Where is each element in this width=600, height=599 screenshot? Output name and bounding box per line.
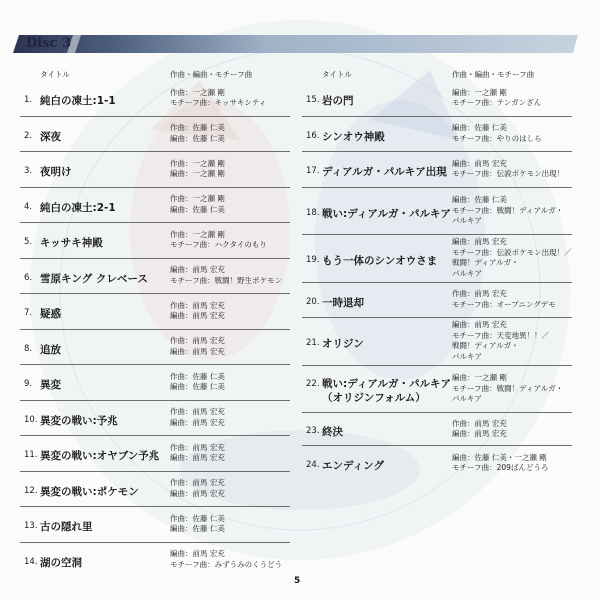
track-credits — [452, 373, 563, 405]
credit-line: 編曲：前馬 宏充 — [452, 429, 507, 438]
credit-line: 作曲：前馬 宏充 — [170, 442, 225, 452]
track-credits — [452, 320, 549, 362]
credit-line: モチーフ曲：テンガンざん — [452, 98, 542, 108]
column-header — [302, 67, 572, 81]
track-number: 18. — [306, 207, 320, 218]
track-row — [20, 543, 290, 578]
track-title-line: 古の隠れ里 — [40, 521, 93, 534]
track-row — [302, 413, 572, 446]
track-title — [40, 519, 93, 534]
track-title — [322, 336, 364, 351]
credit-line: 作曲：佐藤 仁美 — [170, 123, 225, 133]
header-title: タイトル — [40, 70, 70, 79]
track-credits — [170, 372, 225, 393]
track-credits — [170, 265, 282, 286]
track-number: 2. — [24, 130, 33, 141]
track-credits — [452, 195, 563, 227]
track-credits — [170, 123, 225, 144]
track-title — [40, 235, 103, 250]
track-title-line: 岩の門 — [322, 95, 354, 108]
page-number: 5 — [294, 576, 301, 586]
header-credit: 作曲・編曲・モチーフ曲 — [170, 70, 253, 79]
credit-line: 編曲：一之瀬 剛 — [452, 373, 507, 382]
credit-line: モチーフ曲：戦闘！ディアルガ・ — [452, 205, 564, 215]
track-credits — [170, 230, 267, 251]
track-row — [302, 188, 572, 236]
track-row — [302, 117, 572, 153]
track-row — [20, 259, 290, 295]
track-credits — [170, 301, 225, 322]
track-title-line: 純白の凍土:2-1 — [40, 201, 116, 214]
track-row — [302, 366, 572, 414]
credit-line: 編曲：前馬 宏充 — [170, 311, 225, 321]
track-number: 12. — [24, 485, 38, 496]
track-title — [322, 377, 451, 405]
track-row — [20, 401, 290, 437]
track-credits — [452, 419, 507, 440]
credit-line: モチーフ曲：209ばんどうろ — [452, 463, 549, 473]
credit-line: 編曲：佐藤 仁美 — [452, 195, 507, 204]
credit-line: 作曲：前馬 宏充 — [170, 300, 225, 310]
credit-line: モチーフ曲：伝説ポケモン出現！ — [452, 169, 565, 179]
credit-line: 編曲：前馬 宏充 — [452, 158, 507, 168]
track-title — [322, 458, 384, 473]
track-title — [40, 555, 82, 570]
track-title-line: 湖の空洞 — [40, 556, 82, 569]
disc-banner — [13, 35, 578, 53]
track-number: 1. — [24, 95, 33, 106]
track-row — [20, 188, 290, 224]
track-title-line: （オリジンフォルム） — [322, 391, 426, 404]
track-row — [302, 81, 572, 117]
credit-line: モチーフ曲：戦闘！野生ポケモン — [170, 275, 283, 285]
track-row — [20, 81, 290, 117]
track-title — [40, 271, 148, 286]
track-number: 7. — [24, 308, 33, 319]
track-title — [40, 93, 116, 108]
track-title-line: 雪原キング クレベース — [40, 272, 148, 285]
track-title-line: 異変の戦い:ポケモン — [40, 485, 139, 498]
track-credits — [170, 159, 225, 180]
credit-line: モチーフ曲：戦闘！ディアルガ・ — [452, 383, 564, 393]
track-number: 20. — [306, 296, 320, 307]
track-credits — [452, 88, 541, 109]
track-title — [40, 484, 139, 499]
track-title — [322, 424, 343, 439]
credit-line: 編曲：佐藤 仁美 — [170, 204, 225, 214]
track-credits — [170, 407, 225, 428]
credit-line: 編曲：一之瀬 剛 — [170, 169, 225, 179]
credit-line: 作曲：前馬 宏充 — [170, 478, 225, 488]
credit-line: 編曲：前馬 宏充 — [170, 488, 225, 498]
track-title-line: 異変 — [40, 379, 61, 392]
credit-line: 編曲：前馬 宏充 — [170, 265, 225, 275]
track-credits — [170, 336, 225, 357]
track-number: 10. — [24, 414, 38, 425]
track-credits — [170, 478, 225, 499]
credit-line: 作曲：佐藤 仁美 — [170, 513, 225, 523]
track-title — [322, 206, 451, 221]
track-row — [20, 152, 290, 188]
credit-line: パルキア — [452, 216, 482, 225]
track-list-left — [20, 67, 290, 577]
credit-line: モチーフ曲：オープニングデモ — [452, 299, 556, 309]
track-row — [302, 446, 572, 481]
track-number: 9. — [24, 379, 33, 390]
track-credits — [170, 443, 225, 464]
credit-line: モチーフ曲：やりのはしら — [452, 133, 542, 143]
track-title-line: 異変の戦い:予兆 — [40, 414, 118, 427]
credit-line: 編曲：前馬 宏充 — [170, 549, 225, 559]
track-credits — [170, 88, 266, 109]
credit-line: モチーフ曲：みずうみのくうどう — [170, 559, 283, 569]
credit-line: パルキア — [452, 351, 482, 361]
track-title-line: 疑惑 — [40, 308, 61, 321]
credit-line: 編曲：佐藤 仁美 — [170, 382, 225, 392]
credit-line: 戦闘！ディアルガ・ — [452, 341, 519, 351]
track-number: 22. — [306, 378, 320, 389]
track-title — [322, 295, 364, 310]
track-title — [40, 129, 61, 144]
credit-line: 編曲：一之瀬 剛 — [452, 87, 507, 97]
track-title-line: 純白の凍土:1-1 — [40, 95, 116, 108]
track-number: 23. — [306, 426, 320, 436]
track-row — [302, 283, 572, 319]
track-title — [322, 93, 354, 108]
credit-line: 作曲：前馬 宏充 — [170, 336, 225, 346]
credit-line: モチーフ曲：天変地異！！／ — [452, 330, 550, 340]
track-list-right — [302, 67, 572, 481]
credit-line: モチーフ曲：伝説ポケモン出現！／ — [452, 247, 572, 257]
track-title-line: オリジン — [322, 338, 364, 351]
track-credits — [452, 123, 542, 144]
credit-line: 作曲：佐藤 仁美 — [170, 371, 225, 381]
track-title — [40, 377, 61, 392]
track-title — [322, 129, 385, 144]
credit-line: モチーフ曲：キッサキシティ — [170, 98, 267, 108]
track-title — [40, 413, 118, 428]
track-title-line: 追放 — [40, 343, 61, 356]
track-credits — [452, 453, 548, 474]
track-row — [302, 152, 572, 188]
track-credits — [170, 549, 282, 570]
track-title — [40, 448, 159, 463]
track-credits — [452, 289, 556, 310]
track-title-line: 一時退却 — [322, 296, 364, 309]
track-credits — [452, 237, 572, 279]
credit-line: 作曲：前馬 宏充 — [170, 407, 225, 417]
track-title — [40, 200, 116, 215]
track-credits — [170, 194, 225, 215]
track-number: 17. — [306, 166, 320, 177]
track-number: 15. — [306, 95, 320, 106]
track-row — [20, 330, 290, 366]
track-title — [40, 306, 61, 321]
track-number: 8. — [24, 343, 33, 354]
track-number: 13. — [24, 521, 38, 532]
credit-line: 作曲：一之瀬 剛 — [170, 87, 225, 97]
track-title — [40, 342, 61, 357]
credit-line: 編曲：佐藤 仁美 — [170, 133, 225, 143]
credit-line: 戦闘！ディアルガ・ — [452, 258, 519, 268]
track-title-line: 夜明け — [40, 166, 72, 179]
credit-line: 編曲：前馬 宏充 — [452, 320, 507, 330]
track-title — [40, 164, 72, 179]
track-number: 3. — [24, 166, 33, 177]
track-number: 11. — [24, 450, 38, 461]
disc-label: Disc 3 — [26, 36, 72, 51]
track-row — [302, 318, 572, 366]
credit-line: パルキア — [452, 394, 482, 403]
track-row — [20, 365, 290, 401]
track-number: 6. — [24, 272, 33, 283]
credit-line: 編曲：佐藤 仁美 — [170, 524, 225, 534]
track-title-line: キッサキ神殿 — [40, 237, 103, 250]
track-title-line: シンオウ神殿 — [322, 130, 385, 143]
track-title-line: 終決 — [322, 426, 343, 438]
credit-line: 作曲：前馬 宏充 — [452, 289, 507, 299]
track-row — [302, 235, 572, 283]
track-number: 4. — [24, 201, 33, 212]
credit-line: 編曲：佐藤 仁美 — [452, 123, 507, 133]
track-title-line: もう一体のシンオウさま — [322, 255, 438, 268]
header-credit: 作曲・編曲・モチーフ曲 — [452, 70, 535, 79]
header-title: タイトル — [322, 70, 352, 79]
track-title-line: 戦い:ディアルガ・パルキア — [322, 207, 451, 220]
track-number: 14. — [24, 556, 38, 567]
track-row — [20, 223, 290, 259]
track-title-line: 異変の戦い:オヤブン予兆 — [40, 450, 160, 463]
track-row — [20, 436, 290, 472]
track-credits — [170, 514, 225, 535]
track-number: 16. — [306, 130, 320, 141]
track-number: 21. — [306, 338, 320, 349]
track-number: 19. — [306, 255, 320, 266]
track-title-line: 戦い:ディアルガ・パルキア — [322, 377, 451, 390]
track-title-line: 深夜 — [40, 130, 61, 143]
track-title-line: エンディング — [322, 460, 384, 473]
column-header — [20, 67, 290, 81]
credit-line: 作曲：一之瀬 剛 — [170, 229, 225, 239]
track-row — [20, 294, 290, 330]
credit-line: 編曲：前馬 宏充 — [170, 346, 225, 356]
track-number: 5. — [24, 237, 33, 248]
track-title — [322, 164, 447, 179]
credit-line: モチーフ曲：ハクタイのもり — [170, 240, 267, 250]
credit-line: 編曲：佐藤 仁美・一之瀬 剛 — [452, 452, 547, 462]
credit-line: 編曲：前馬 宏充 — [170, 453, 225, 463]
track-row — [20, 117, 290, 153]
credit-line: 作曲：一之瀬 剛 — [170, 194, 225, 204]
credit-line: 作曲：一之瀬 剛 — [170, 158, 225, 168]
credit-line: パルキア — [452, 268, 482, 278]
credit-line: 編曲：前馬 宏充 — [452, 237, 507, 247]
track-number: 24. — [306, 460, 320, 471]
track-credits — [452, 159, 564, 180]
track-row — [20, 472, 290, 508]
track-row — [20, 507, 290, 543]
track-title-line: ディアルガ・パルキア出現 — [322, 166, 447, 179]
credit-line: 作曲：前馬 宏充 — [452, 418, 507, 428]
track-title — [322, 253, 437, 268]
credit-line: 編曲：前馬 宏充 — [170, 417, 225, 427]
